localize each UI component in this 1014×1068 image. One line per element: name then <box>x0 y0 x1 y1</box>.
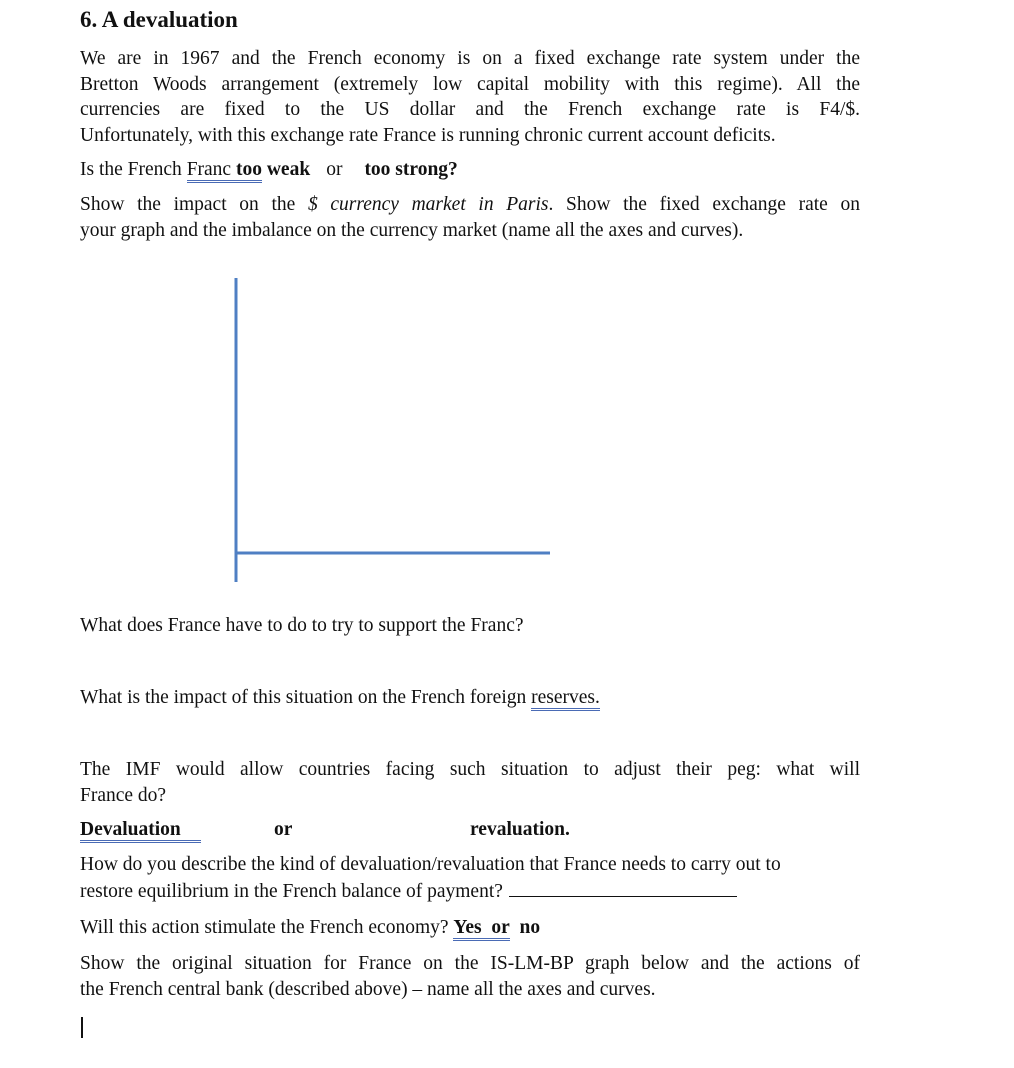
weak-strong-question <box>80 157 458 182</box>
imf-line-2: France do? <box>80 784 167 806</box>
or-word: or <box>326 159 343 180</box>
show-impact-line-1: Show the impact on the $ currency market in Paris. Show the fixed exchange rate on <box>80 194 860 215</box>
islmbp-paragraph <box>80 951 860 1002</box>
text-cursor <box>81 1017 83 1038</box>
describe-paragraph <box>80 852 860 904</box>
show-impact-line-2: your graph and the imbalance on the currency market (name all the axes and curves). <box>80 219 744 241</box>
revaluation-option[interactable]: revaluation. <box>470 819 570 840</box>
support-question: What does France have to do to try to support the Franc? <box>80 615 524 636</box>
too-strong-word[interactable]: too strong? <box>364 159 458 180</box>
intro-paragraph <box>80 46 860 148</box>
describe-line-2: restore equilibrium in the French balance of payment? <box>80 878 860 905</box>
stimulate-question: Will this action stimulate the French economy? Yes or no <box>80 915 540 940</box>
islmbp-line-1: Show the original situation for France on the IS-LM-BP graph below and the actions of <box>80 953 860 974</box>
choice-or: or <box>274 819 293 840</box>
weak-word[interactable]: weak <box>261 159 311 180</box>
devaluation-option[interactable]: Devaluation <box>80 819 201 843</box>
intro-line-2: Bretton Woods arrangement (extremely low capital mobility with this regime). All the <box>80 73 860 95</box>
intro-line-1: We are in 1967 and the French economy is on a fixed exchange rate system under the <box>80 48 860 69</box>
imf-paragraph <box>80 757 860 808</box>
reserves-question: What is the impact of this situation on the French foreign reserves. <box>80 685 600 710</box>
weak-strong-prefix: Is the French <box>80 159 187 180</box>
islmbp-line-2: the French central bank (described above) – name all the axes and curves. <box>80 978 656 1000</box>
yes-or-option[interactable]: Yes or <box>453 917 509 941</box>
blank-axes-graph[interactable] <box>226 272 556 587</box>
reserves-word[interactable]: reserves. <box>531 687 600 711</box>
show-impact-paragraph <box>80 192 860 243</box>
franc-word[interactable]: Franc too <box>187 159 262 183</box>
devaluation-choice <box>80 817 201 842</box>
question-title: 6. A devaluation <box>80 7 238 32</box>
intro-line-4: Unfortunately, with this exchange rate France is running chronic current account deficits. <box>80 124 776 146</box>
intro-line-3: currencies are fixed to the US dollar and the French exchange rate is F4/$. <box>80 99 860 120</box>
no-option[interactable]: no <box>519 917 541 938</box>
describe-answer-line[interactable] <box>509 878 737 897</box>
describe-line-1: How do you describe the kind of devaluation/revaluation that France needs to carry out to <box>80 854 781 875</box>
imf-line-1: The IMF would allow countries facing such situation to adjust their peg: what will <box>80 759 860 780</box>
